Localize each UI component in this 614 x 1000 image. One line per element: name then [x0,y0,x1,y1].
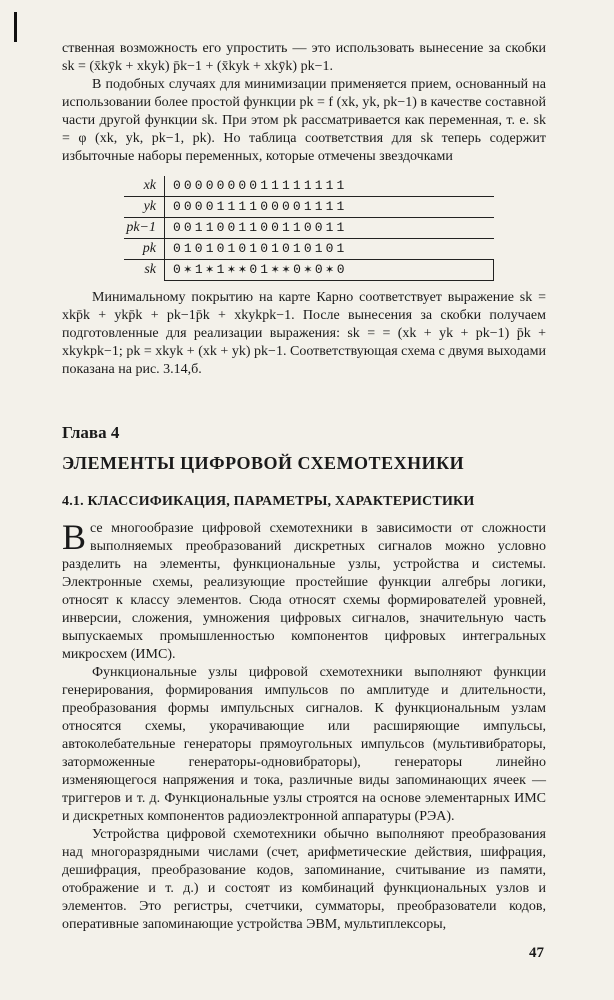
row-label: xk [124,176,165,197]
chapter-label: Глава 4 [62,423,120,442]
row-values: 0101010101010101 [165,239,494,260]
page-number: 47 [529,945,544,961]
margin-mark [14,12,17,42]
row-values: 0000000011111111 [173,178,348,193]
table-row [124,260,494,281]
table-row [124,197,494,218]
paragraph-karnaugh: Минимальному покрытию на карте Карно соответствует выражение sk = xkp̄k + ykp̄k + pk−1p̄k + xkykpk−1. После вынесения за скобки получаем подготовленные для реализации выражения: sk = = (xk + yk + pk−1) p̄k + xkykpk−1; pk = xkyk + (xk + yk) pk−1. Соответствующая схема с двумя выходами показана на рис. 3.14,б. [62,290,546,377]
table-row [124,239,494,260]
row-values: 0011001100110011 [165,218,494,239]
row-label: pk−1 [124,218,165,239]
dropcap: В [62,517,87,557]
table-row [124,176,494,197]
paragraph-minimization: В подобных случаях для минимизации применяется прием, основанный на использовании более простой функции pk = f (xk, yk, pk−1) в качестве составной части другой функции sk. При этом pk рассматривается как переменная, т. е. sk = φ (xk, yk, pk−1, pk). Но таблица соответствия для sk теперь содержит избыточные наборы переменных, которые отмечены звездочками [62,77,546,164]
page-body [62,40,546,934]
row-label: sk [124,260,165,281]
section-title: 4.1. КЛАССИФИКАЦИЯ, ПАРАМЕТРЫ, ХАРАКТЕРИСТИКИ [62,494,475,509]
truth-table [124,176,494,281]
paragraph-classification [62,517,546,664]
paragraph-devices: Устройства цифровой схемотехники обычно выполняют преобразования над многоразрядными числами (счет, арифметические действия, шифрация, дешифрация, преобразование кодов, запоминание, считывание из памяти, отображение и т. д.) и состоят из комбинаций функциональных узлов и элементов. Это регистры, счетчики, сумматоры, преобразователи кодов, оперативные запоминающие устройства ЭВМ, мультиплексоры, [62,827,546,932]
paragraph-text: се многообразие цифровой схемотехники в зависимости от сложности выполняемых преобразований дискретных сигналов можно условно разделить на элементы, функциональные узлы, устройства и системы. Электронные схемы, реализующие простейшие функции алгебры логики, относят к классу элементов. Сюда относят схемы формирователей уровней, инверсии, сложения, умножения цифровых сигналов, значительную часть выпускаемых промышленностью компонентов цифровых интегральных микросхем (ИМС). [62,521,546,662]
table-row [124,218,494,239]
paragraph-continued: ственная возможность его упростить — это использовать вынесение за скобки sk = (x̄kȳk + xkyk) p̄k−1 + (x̄kyk + xkȳk) pk−1. [62,41,546,74]
chapter-title: ЭЛЕМЕНТЫ ЦИФРОВОЙ СХЕМОТЕХНИКИ [62,453,465,473]
paragraph-functional-units: Функциональные узлы цифровой схемотехники выполняют функции генерирования, формирования импульсов по амплитуде и длительности, преобразования формы импульсных сигналов. К функциональным узлам относятся схемы, укорачивающие или расширяющие импульсы, автоколебательные генераторы прямоугольных импульсов (мультивибраторы, заторможенные генераторы-одновибраторы), генераторы линейно изменяющегося напряжения и тока, различные виды запоминающих ячеек — триггеров и т. д. Функциональные узлы строятся на основе элементарных ИМС и дискретных компонентов радиоэлектронной аппаратуры (РЭА). [62,665,546,824]
row-values: 0✶1✶1✶✶01✶✶0✶0✶0 [165,260,494,281]
row-label: yk [124,197,165,218]
row-values: 0000111100001111 [165,197,494,218]
row-label: pk [124,239,165,260]
